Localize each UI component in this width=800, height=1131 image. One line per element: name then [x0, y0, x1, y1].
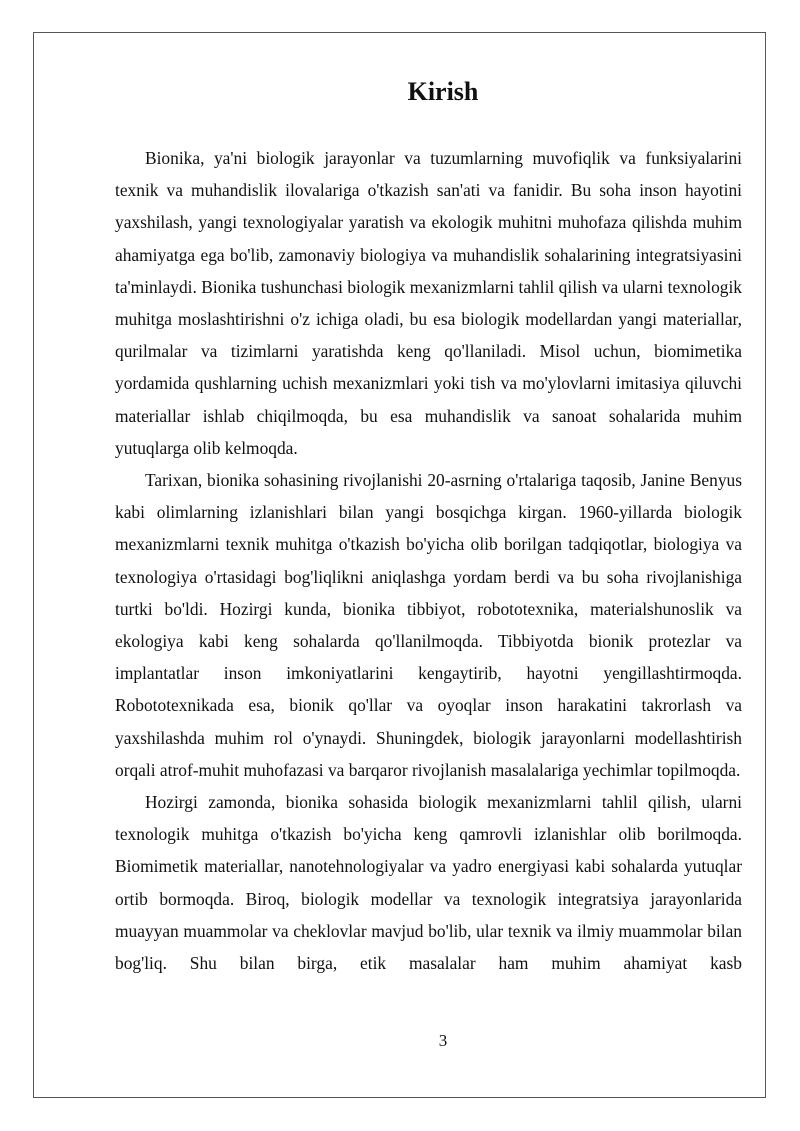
- paragraph-2: Tarixan, bionika sohasining rivojlanishi 20-asrning o'rtalariga taqosib, Janine Benyus kabi olimlarning izlanishlari bilan yangi bosqichga kirgan. 1960-yillarda biologik mexanizmlarni texnik muhitga o'tkazish bo'yicha olib borilgan tadqiqotlar, biologiya va texnologiya o'rtasidagi bog'liqlikni aniqlashga yordam berdi va bu soha rivojlanishiga turtki bo'ldi. Hozirgi kunda, bionika tibbiyot, robototexnika, materialshunoslik va ekologiya kabi keng sohalarda qo'llanilmoqda. Tibbiyotda bionik protezlar va implantatlar inson imkoniyatlarini kengaytirib, hayotni yengillashtirmoqda. Robototexnikada esa, bionik qo'llar va oyoqlar inson harakatini takrorlash va yaxshilashda muhim rol o'ynaydi. Shuningdek, biologik jarayonlarni modellashtirish orqali atrof-muhit muhofazasi va barqaror rivojlanish masalalariga yechimlar topilmoqda.: [115, 470, 742, 780]
- page-title: Kirish: [407, 77, 479, 106]
- page-number: 3: [438, 1031, 448, 1050]
- paragraph-1: Bionika, ya'ni biologik jarayonlar va tuzumlarning muvofiqlik va funksiyalarini texnik va muhandislik ilovalariga o'tkazish san'ati va fanidir. Bu soha inson hayotini yaxshilash, yangi texnologiyalar yaratish va ekologik muhitni muhofaza qilishda muhim ahamiyatga ega bo'lib, zamonaviy biologiya va muhandislik sohalarining integratsiyasini ta'minlaydi. Bionika tushunchasi biologik mexanizmlarni tahlil qilish va ularni texnologik muhitga moslashtirishni o'z ichiga oladi, bu esa biologik modellardan yangi materiallar, qurilmalar va tizimlarni yaratishda keng qo'llaniladi. Misol uchun, biomimetika yordamida qushlarning uchish mexanizmlari yoki tish va mo'ylovlarni imitasiya qiluvchi materiallar ishlab chiqilmoqda, bu esa muhandislik va sanoat sohalarida muhim yutuqlarga olib kelmoqda.: [115, 148, 742, 458]
- document-body: [115, 142, 742, 979]
- paragraph-3: Hozirgi zamonda, bionika sohasida biologik mexanizmlarni tahlil qilish, ularni texnologik muhitga o'tkazish bo'yicha keng qamrovli izlanishlar olib borilmoqda. Biomimetik materiallar, nanotehnologiyalar va yadro energiyasi kabi sohalarda yutuqlar ortib bormoqda. Biroq, biologik modellar va texnologik integratsiya jarayonlarida muayyan muammolar va cheklovlar mavjud bo'lib, ular texnik va ilmiy muammolar bilan bog'liq. Shu bilan birga, etik masalalar ham muhim ahamiyat kasb: [115, 792, 742, 974]
